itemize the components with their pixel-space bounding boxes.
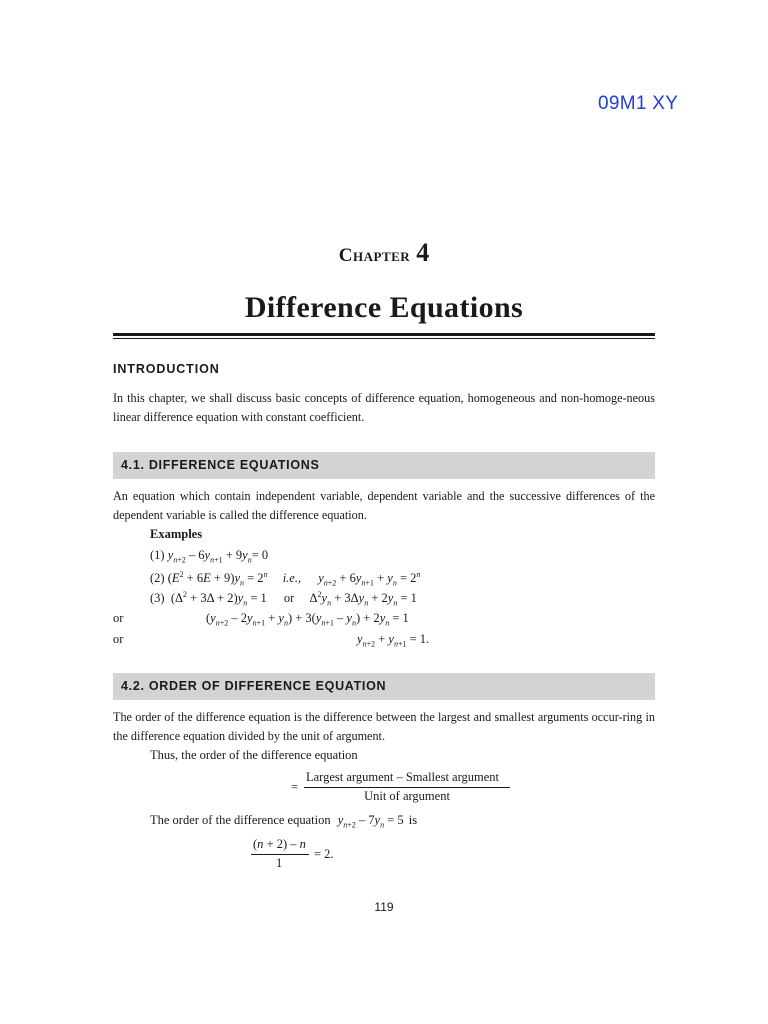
- ie-word: i.e.,: [282, 571, 302, 585]
- chapter-title: Difference Equations: [244, 291, 524, 324]
- example-1: (1) $y_{n+2} - 6y_{n+1} + 9y_n= 0$: [150, 548, 269, 565]
- example-3-expanded: $(y_{n+2} - 2y_{n+1} + y_n) + 3(y_{n+1} - y_n) + 2y_n = 1$: [206, 611, 409, 628]
- chapter-number: 4: [416, 238, 430, 267]
- fraction-denominator: Unit of argument: [364, 789, 450, 803]
- section-4-2-bar: [113, 673, 655, 700]
- example-2: (2) $(E^2 + 6E + 9)y_n = 2^n$ i.e., $y_{n+2} + 6y_{n+1} + y_n = 2^n$: [150, 569, 421, 588]
- fraction-numerator: Largest argument – Smallest argument: [306, 770, 500, 784]
- chapter-word: Chapter: [338, 245, 411, 266]
- or-word-2: or: [113, 632, 124, 646]
- thus-text: Thus, the order of the difference equation: [150, 748, 358, 762]
- or-word-1: or: [113, 611, 124, 625]
- intro-heading: INTRODUCTION: [113, 362, 220, 376]
- examples-label: Examples: [150, 527, 203, 541]
- order-denominator: 1: [276, 856, 283, 870]
- order-numerator: (n + 2) – n: [253, 837, 306, 851]
- chapter-label: [0, 238, 768, 268]
- example-3-simplified: $y_{n+2} + y_{n+1} = 1$.: [357, 632, 430, 649]
- section-4-2-paragraph: The order of the difference equation is the difference between the largest and smallest arguments occur-ring in the difference equation divided by the unit of argument.: [113, 710, 655, 743]
- title-rule-thin: [113, 338, 655, 339]
- order-text: The order of the difference equation $y_{n+2} - 7y_n = 5$ is: [150, 813, 418, 830]
- section-4-1-heading: 4.1. DIFFERENCE EQUATIONS: [121, 458, 320, 472]
- order-text-prefix: The order of the difference equation: [150, 813, 331, 827]
- section-4-2-heading: 4.2. ORDER OF DIFFERENCE EQUATION: [121, 679, 387, 693]
- equals-sign: =: [291, 780, 299, 794]
- section-4-1-paragraph: An equation which contain independent variable, dependent variable and the successive differences of the dependent variable is called the difference equation.: [113, 489, 655, 522]
- page-stamp: 09M1 XY: [598, 93, 679, 114]
- order-fraction-bar: [251, 854, 309, 855]
- section-4-1-bar: [113, 452, 655, 479]
- intro-paragraph: In this chapter, we shall discuss basic concepts of difference equation, homogeneous and non-homoge-neous linear difference equation with constant coefficient.: [113, 391, 655, 424]
- page-number: 119: [374, 900, 394, 914]
- or-word-inline: or: [283, 591, 295, 605]
- title-rule-thick: [113, 333, 655, 336]
- example-3: (3) $(\Delta^2 + 3\Delta + 2)y_n = 1$ or $\Delta^2y_n + 3\Delta y_n + 2y_n = 1$: [150, 589, 417, 608]
- order-result: = 2.: [314, 847, 334, 861]
- order-text-suffix: is: [408, 813, 418, 827]
- fraction-bar: [304, 787, 510, 788]
